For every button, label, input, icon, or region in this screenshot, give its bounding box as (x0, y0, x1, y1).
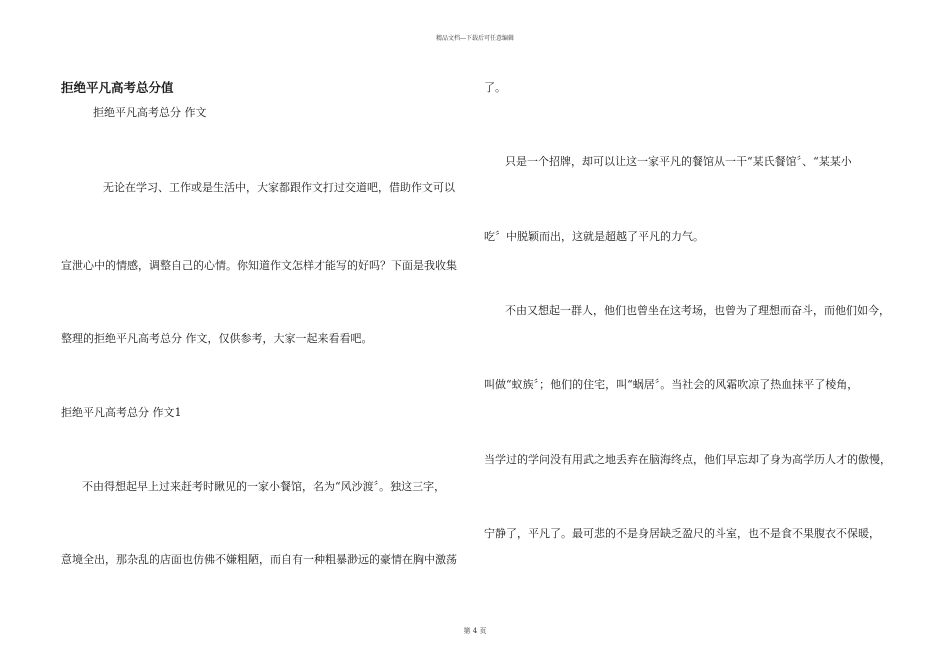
paragraph-line: 吃〞中脱颖而出，这就是超越了平凡的力气。 (484, 230, 704, 243)
paragraph-line: 不由得想起早上过来赶考时瞅见的一家小餐馆，名为“风沙渡〞。独这三字， (82, 480, 446, 493)
paragraph-line: 只是一个招牌，却可以让这一家平凡的餐馆从一干“某氏餐馆〞、“某某小 (505, 155, 852, 168)
paragraph-line: 宣泄心中的情感，调整自己的心情。你知道作文怎样才能写的好吗？下面是我收集 (61, 259, 457, 272)
document-subtitle: 拒绝平凡高考总分 作文 (93, 106, 207, 119)
paragraph-line: 不由又想起一群人，他们也曾坐在这考场，也曾为了理想而奋斗，而他们如今， (505, 304, 890, 317)
page-number: 第 4 页 (463, 627, 487, 635)
paragraph-line: 叫做“蚁族〞；他们的住宅，叫“蜗居〞。当社会的风霜吹凉了热血抹平了棱角， (484, 378, 859, 391)
document-title: 拒绝平凡高考总分值 (61, 80, 174, 95)
paragraph-line: 无论在学习、工作或是生活中，大家都跟作文打过交道吧，借助作文可以 (103, 181, 455, 194)
paragraph-line: 意境全出，那杂乱的店面也仿佛不嫌粗陋，而自有一种粗暴渺远的豪情在胸中激荡 (61, 553, 457, 566)
section-heading: 拒绝平凡高考总分 作文1 (61, 406, 182, 419)
header-note: 精品文档---下载后可任意编辑 (435, 35, 515, 42)
paragraph-line: 当学过的学问没有用武之地丢弃在脑海终点，他们早忘却了身为高学历人才的傲慢， (484, 453, 891, 466)
paragraph-line: 宁静了，平凡了。最可悲的不是身居缺乏盈尺的斗室，也不是食不果腹衣不保暖， (484, 527, 880, 540)
paragraph-line: 整理的拒绝平凡高考总分 作文，仅供参考，大家一起来看看吧。 (61, 332, 373, 345)
paragraph-line: 了。 (484, 81, 506, 94)
